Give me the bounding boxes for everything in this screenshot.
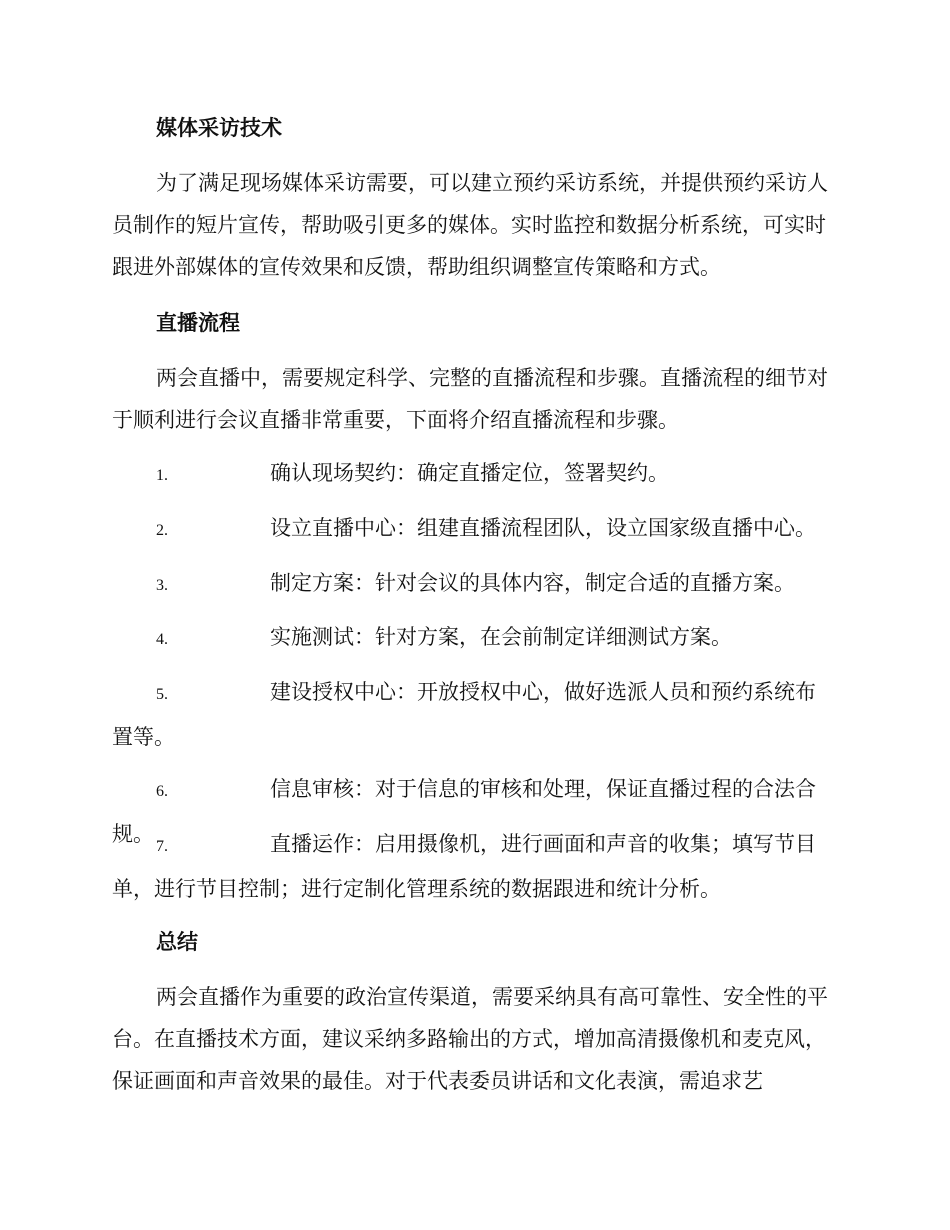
list-item-number: 7. xyxy=(156,838,168,855)
list-item-text: 实施测试：针对方案，在会前制定详细测试方案。 xyxy=(270,625,732,649)
section-heading-live-process: 直播流程 xyxy=(156,311,240,335)
list-item-text: 确认现场契约：确定直播定位，签署契约。 xyxy=(270,461,669,485)
list-item-number: 5. xyxy=(156,686,168,703)
paragraph-media-interview: 为了满足现场媒体采访需要，可以建立预约采访系统，并提供预约采访人员制作的短片宣传，帮助吸引更多的媒体。实时监控和数据分析系统，可实时跟进外部媒体的宣传效果和反馈，帮助组织调整宣传策略和方式。 xyxy=(112,171,828,279)
list-item xyxy=(112,823,834,910)
paragraph-summary: 两会直播作为重要的政治宣传渠道，需要采纳具有高可靠性、安全性的平台。在直播技术方面，建议采纳多路输出的方式，增加高清摄像机和麦克风，保证画面和声音效果的最佳。对于代表委员讲话和文化表演，需追求艺 xyxy=(112,985,828,1093)
list-item xyxy=(112,671,834,758)
list-item-number: 2. xyxy=(156,522,168,539)
list-item-text: 设立直播中心：组建直播流程团队，设立国家级直播中心。 xyxy=(270,516,816,540)
list-item-text: 直播运作：启用摄像机，进行画面和声音的收集；填写节目单，进行节目控制；进行定制化管理系统的数据跟进和统计分析。 xyxy=(112,832,816,901)
list-item xyxy=(112,452,834,497)
list-item-number: 6. xyxy=(156,783,168,800)
list-item xyxy=(112,562,834,607)
section-heading-summary: 总结 xyxy=(156,930,198,954)
list-item-number: 1. xyxy=(156,467,168,484)
list-item xyxy=(112,507,834,552)
list-item-number: 3. xyxy=(156,577,168,594)
list-item-text: 制定方案：针对会议的具体内容，制定合适的直播方案。 xyxy=(270,571,795,595)
list-item xyxy=(112,616,834,661)
list-item-number: 4. xyxy=(156,631,168,648)
paragraph-live-process: 两会直播中，需要规定科学、完整的直播流程和步骤。直播流程的细节对于顺利进行会议直播非常重要，下面将介绍直播流程和步骤。 xyxy=(112,366,828,432)
list-item-text: 信息审核：对于信息的审核和处理，保证直播过程的合法合规。 xyxy=(112,777,816,846)
list-item-text: 建设授权中心：开放授权中心，做好选派人员和预约系统布置等。 xyxy=(112,680,816,749)
section-heading-media-interview: 媒体采访技术 xyxy=(156,116,282,140)
